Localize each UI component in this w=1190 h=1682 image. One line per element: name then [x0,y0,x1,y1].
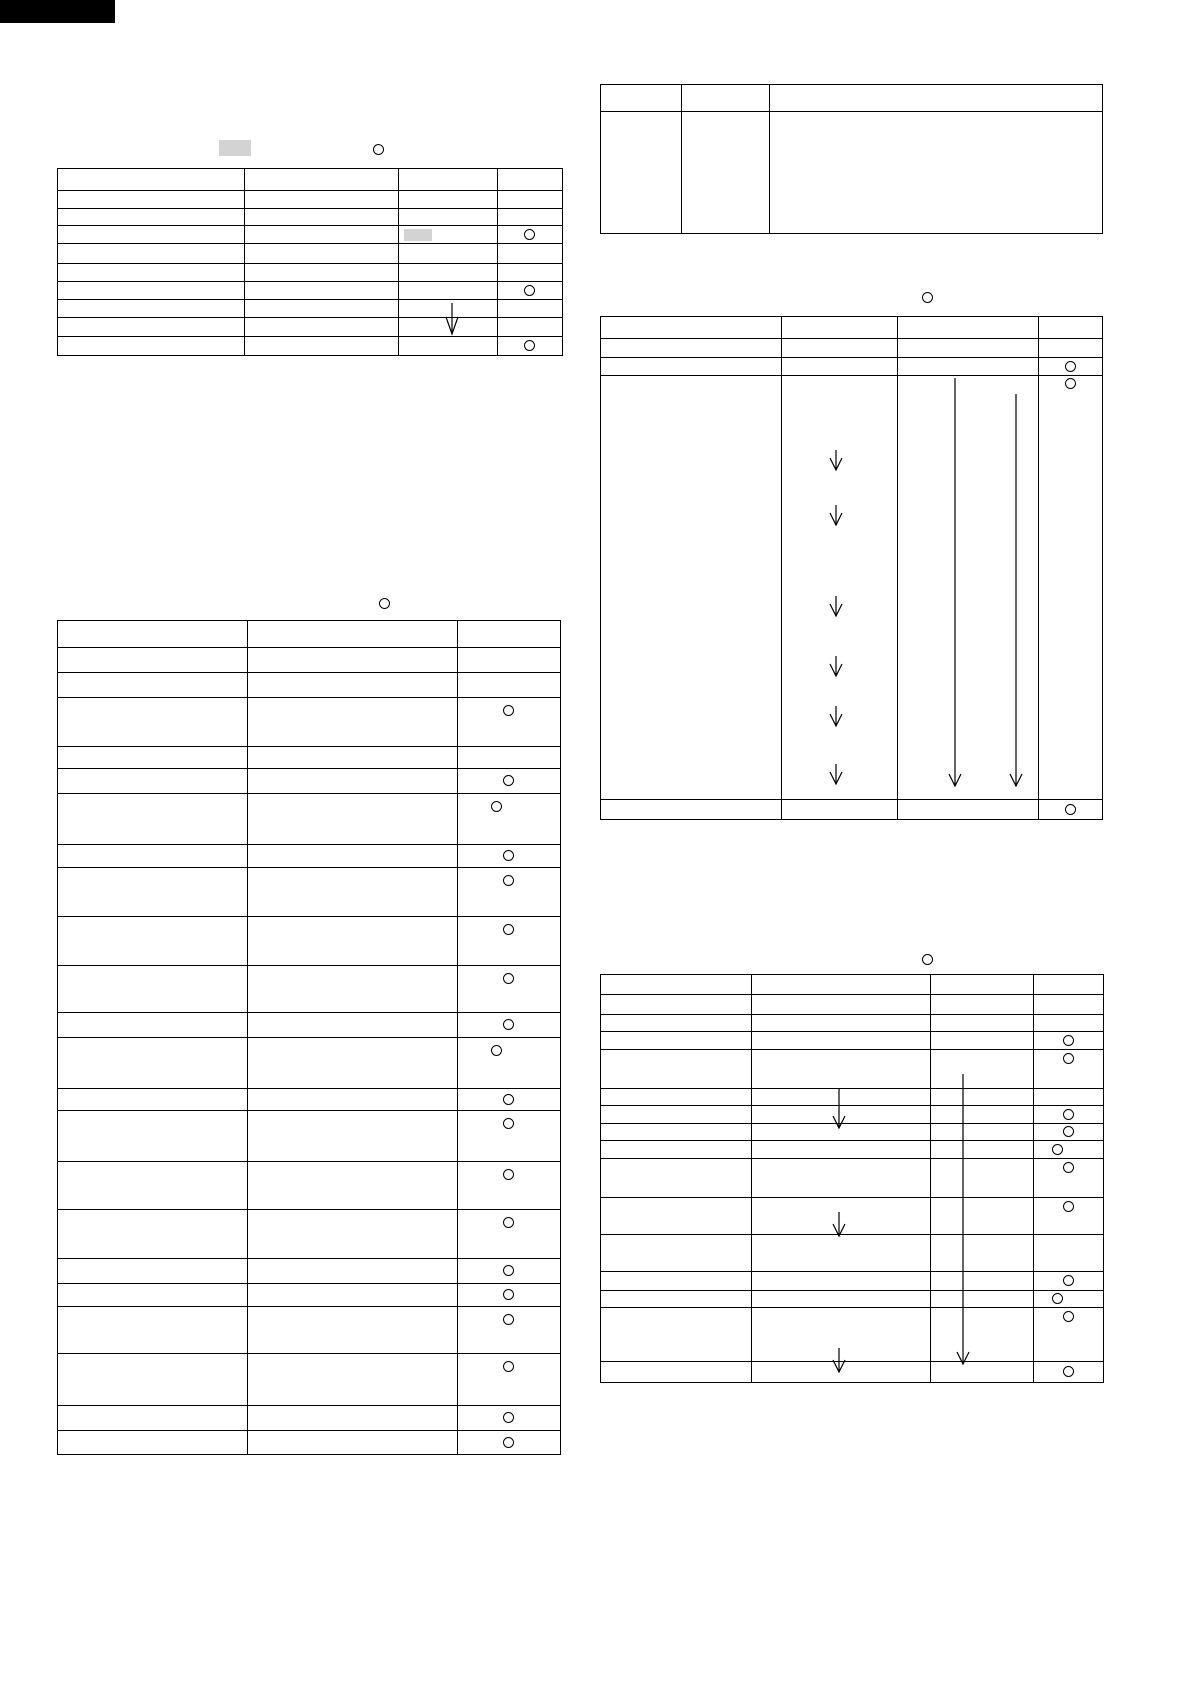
table-a-header-cell [58,169,245,191]
table-b-legend-circle-icon [379,598,390,609]
circle-mark-icon [503,1169,514,1180]
circle-mark-icon [503,1019,514,1030]
circle-mark-icon [503,1094,514,1105]
circle-mark-icon [524,340,535,351]
table-row [601,995,1104,1015]
table-c-header-cell [770,85,1103,112]
table-row [601,358,1103,376]
table-row [58,966,561,1013]
table-row [601,1141,1104,1159]
circle-mark-icon [503,1118,514,1129]
table-row [601,800,1103,820]
table-d [600,316,1103,820]
table-row [58,1013,561,1038]
circle-mark-icon [491,801,502,812]
table-row [601,1235,1104,1272]
table-row [58,747,561,769]
table-row [601,339,1103,358]
table-row [58,917,561,966]
table-row [58,264,563,282]
circle-mark-icon [503,924,514,935]
table-row [58,209,563,226]
table-row [58,226,563,244]
table-row [601,1159,1104,1198]
circle-mark-icon [503,1265,514,1276]
table-row [58,282,563,300]
table-c-header-cell [601,85,682,112]
table-b [57,620,561,1455]
circle-mark-icon [503,973,514,984]
table-e-header-cell [931,975,1034,995]
circle-mark-icon [491,1045,502,1056]
table-row [601,1198,1104,1235]
table-row [58,845,561,868]
table-row [58,698,561,747]
table-e-header-cell [752,975,931,995]
table-row [58,648,561,673]
circle-mark-icon [1065,361,1076,372]
table-row [58,1284,561,1307]
table-row [58,300,563,318]
table-row [601,1106,1104,1124]
table-e [600,974,1104,1383]
circle-mark-icon [503,875,514,886]
table-row [601,1015,1104,1032]
table-row [601,1032,1104,1050]
table-row [601,1291,1104,1308]
circle-mark-icon [503,1437,514,1448]
table-row [58,1406,561,1431]
table-c-header-cell [682,85,770,112]
circle-mark-icon [503,705,514,716]
circle-mark-icon [1063,1126,1074,1137]
table-b-header-cell [458,621,561,648]
circle-mark-icon [503,1314,514,1325]
circle-mark-icon [1052,1144,1063,1155]
table-row [58,1431,561,1455]
circle-mark-icon [1052,1293,1063,1304]
table-d-header-cell [601,317,782,339]
table-row [58,769,561,794]
circle-mark-icon [1065,804,1076,815]
table-row [601,1272,1104,1291]
table-e-header-cell [1034,975,1104,995]
circle-mark-icon [503,775,514,786]
circle-mark-icon [1063,1109,1074,1120]
circle-mark-icon [503,1361,514,1372]
table-a-header-cell [245,169,399,191]
circle-mark-icon [524,285,535,296]
table-d-header-cell [898,317,1039,339]
table-a-header-cell [399,169,498,191]
table-row [601,1050,1104,1089]
table-d-header-cell [782,317,898,339]
table-b-header-cell [248,621,458,648]
table-row [58,1162,561,1210]
circle-mark-icon [1065,378,1076,389]
circle-mark-icon [524,229,535,240]
circle-mark-icon [1063,1275,1074,1286]
table-c [600,84,1103,234]
highlight-cell-fill [404,229,432,241]
table-row [58,1354,561,1406]
table-a-legend-circle-icon [373,144,384,155]
table-d-header-cell [1039,317,1103,339]
circle-mark-icon [1063,1201,1074,1212]
circle-mark-icon [1063,1366,1074,1377]
table-a-legend-highlight [219,140,251,156]
page-header-tab [0,0,115,23]
table-row [58,1038,561,1089]
circle-mark-icon [503,1217,514,1228]
table-a [57,168,563,356]
table-row [58,1307,561,1354]
table-row [601,1308,1104,1362]
table-row [601,376,1103,800]
circle-mark-icon [503,1412,514,1423]
table-e-legend-circle-icon [922,954,933,965]
table-row [58,673,561,698]
table-row [601,1124,1104,1141]
circle-mark-icon [1063,1311,1074,1322]
table-row [601,1089,1104,1106]
table-a-header-cell [498,169,563,191]
table-b-header-cell [58,621,248,648]
table-e-header-cell [601,975,752,995]
circle-mark-icon [503,850,514,861]
table-row [601,1362,1104,1383]
table-row [58,1210,561,1259]
table-row [58,318,563,337]
table-row [58,191,563,209]
circle-mark-icon [1063,1053,1074,1064]
circle-mark-icon [1063,1162,1074,1173]
circle-mark-icon [503,1289,514,1300]
table-row [58,1111,561,1162]
circle-mark-icon [1063,1035,1074,1046]
table-row [58,868,561,917]
table-row [601,112,1103,234]
table-row [58,1089,561,1111]
table-d-legend-circle-icon [922,292,933,303]
table-row [58,794,561,845]
table-row [58,337,563,356]
table-row [58,1259,561,1284]
table-row [58,244,563,264]
